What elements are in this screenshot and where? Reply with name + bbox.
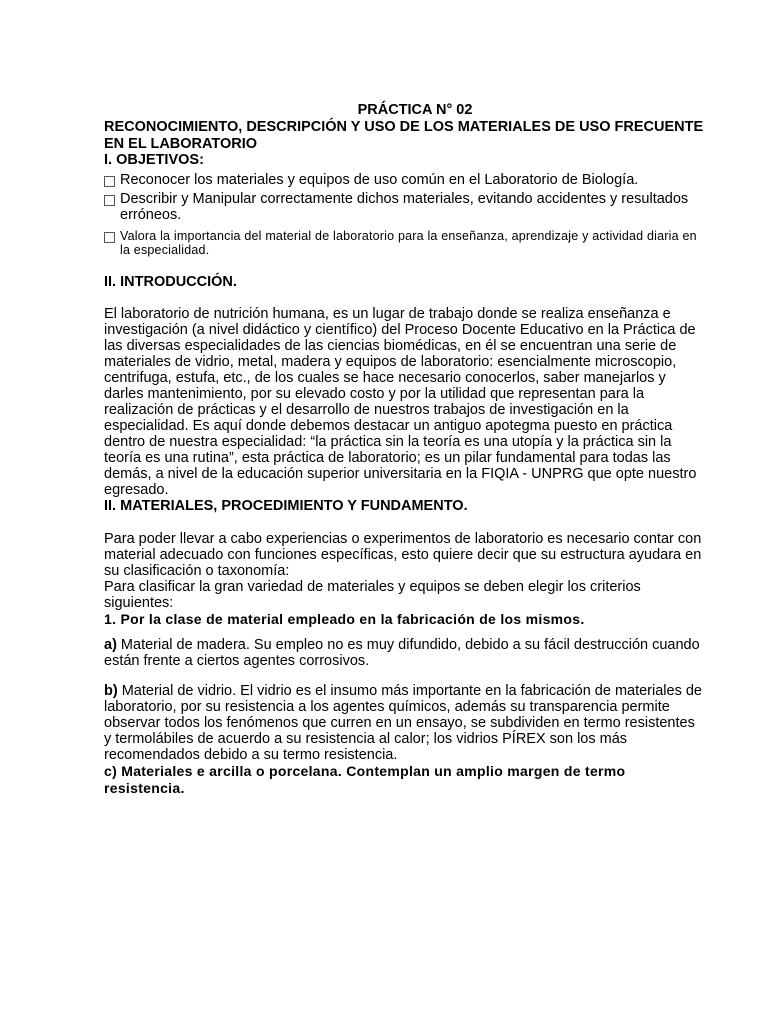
objective-item [104,229,706,258]
objective-item [104,191,706,223]
introduction-text: El laboratorio de nutrición humana, es un lugar de trabajo donde se realiza enseñanza e investigación (a nivel didáctico y científico) del Proceso Docente Educativo en la Práctica de las diversas especialidades de las ciencias biomédicas, en él se encuentran una serie de materiales de vidrio, metal, madera y equipos de laboratorio: esencialmente microscopio, centrifuga, estufa, etc., de los cuales se hace necesario conocerlos, saber manejarlos y darles mantenimiento, por su elevado costo y por la utilidad que representan para la realización de prácticas y el desarrollo de nuestros trabajos de investigación en la especialidad. Es aquí donde debemos destacar un antiguo apotegma puesto en práctica dentro de nuestra especialidad: “la práctica sin la teoría es una utopía y la práctica sin la teoría es una rutina”, esta práctica de laboratorio; es un pilar fundamental para todas las demás, a nivel de la educación superior universitaria en la FIQIA - UNPRG que opte nuestro egresado. [104,306,697,498]
objective-text: Describir y Manipular correctamente dichos materiales, evitando accidentes y resultados erróneos. [120,190,689,223]
checkbox-square-icon [104,195,115,206]
objective-text: Reconocer los materiales y equipos de uso común en el Laboratorio de Biología. [120,171,639,188]
objective-text: Valora la importancia del material de laboratorio para la enseñanza, aprendizaje y actividad diaria en la especialidad. [120,228,697,257]
materials-paragraph: Para poder llevar a cabo experiencias o experimentos de laboratorio es necesario contar con material adecuado con funciones específicas, esto quiere decir que su estructura ayudara en su clasificación o taxonomía: [104,530,702,579]
materials-heading: II. MATERIALES, PROCEDIMIENTO Y FUNDAMENTO. [104,498,468,514]
criterion-heading: 1. Por la clase de material empleado en la fabricación de los mismos. [104,610,585,627]
item-b-label: b) [104,683,118,699]
document-subtitle: RECONOCIMIENTO, DESCRIPCIÓN Y USO DE LOS MATERIALES DE USO FRECUENTE EN EL LABORATORIO [104,119,704,152]
document-title: PRÁCTICA N° 02 [357,102,473,118]
checkbox-square-icon [104,176,115,187]
item-b-text: Material de vidrio. El vidrio es el insumo más importante en la fabricación de materiales de laboratorio, por su resistencia a los agentes químicos, además su transparencia permite observar todos los fenómenos que curren en un ensayo, se subdividen en termo resistentes y termolábiles de acuerdo a su resistencia al calor; los vidrios PÍREX son los más recomendados debido a su termo resistencia. [104,683,702,763]
objectives-heading: I. OBJETIVOS: [104,152,204,168]
item-b [104,683,706,763]
item-a [104,637,706,669]
materials-paragraph: Para clasificar la gran variedad de materiales y equipos se deben elegir los criterios siguientes: [104,578,641,611]
checkbox-square-icon [104,232,115,243]
introduction-heading: II. INTRODUCCIÓN. [104,273,237,290]
item-a-text: Material de madera. Su empleo no es muy difundido, debido a su fácil destrucción cuando están frente a ciertos agentes corrosivos. [104,637,700,669]
item-c: c) Materiales e arcilla o porcelana. Contemplan un amplio margen de termo resistencia. [104,763,626,796]
item-a-label: a) [104,637,117,653]
objective-item [104,172,706,188]
